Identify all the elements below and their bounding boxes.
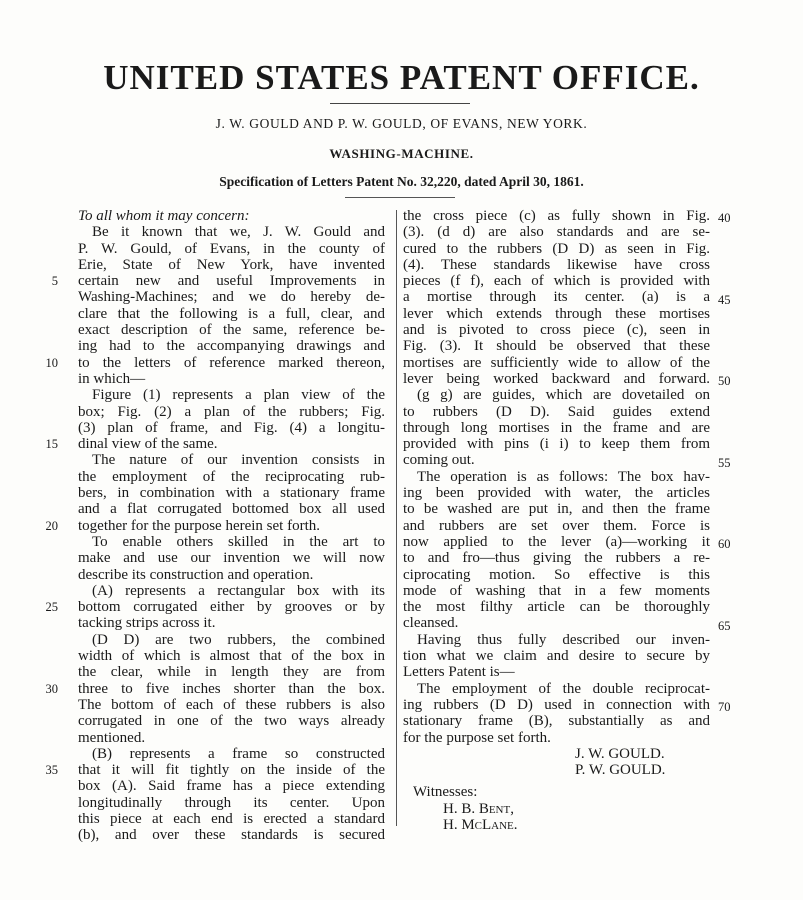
text-line: Erie, State of New York, have invented (78, 256, 385, 273)
line-number: 15 (45, 437, 58, 452)
text-line: ciprocating motion. So effective is this (403, 566, 710, 583)
text-line: make and use our invention we will now (78, 550, 385, 567)
line-number: 40 (718, 211, 731, 225)
text-line: the cross piece (c) as fully shown in Fig. (403, 208, 710, 224)
right-column (403, 208, 710, 833)
text-line: the clear, while in length they are from (78, 664, 385, 681)
text-line: Washing-Machines; and we do hereby de- (78, 289, 385, 306)
column-divider (396, 210, 397, 826)
text-line: together for the purpose herein set forth. (78, 517, 320, 534)
text-line: in which— (78, 370, 146, 387)
text-line: tion what we claim and desire to secure by (403, 648, 710, 665)
line-number: 55 (718, 455, 731, 470)
text-line: (B) represents a frame so constructed (92, 745, 385, 762)
text-line: exact description of the same, reference be- (78, 322, 385, 339)
text-line: through long mortises in the frame and are (403, 419, 710, 436)
specification-rule (345, 197, 455, 198)
text-line: The nature of our invention consists in (92, 452, 385, 469)
line-number: 20 (45, 518, 58, 533)
text-line: to the letters of reference marked thereon, (78, 354, 385, 371)
text-line: and rubbers are set over them. Force is (403, 517, 710, 534)
text-line: to be washed are put in, and then the frame (403, 501, 710, 518)
line-number: 10 (45, 355, 58, 370)
text-line: P. W. Gould, of Evans, in the county of (78, 240, 385, 257)
left-column (78, 208, 385, 844)
text-line: (A) represents a rectangular box with its (92, 582, 385, 599)
line-number: 35 (45, 763, 58, 778)
text-line: now applied to the lever (a)—working it (403, 533, 710, 550)
line-number: 70 (718, 700, 731, 714)
text-line: (3) plan of frame, and Fig. (4) a longitu- (78, 419, 385, 436)
line-number: 45 (718, 292, 731, 307)
text-line: The employment of the double reciprocat- (417, 680, 710, 697)
text-line: ing been provided with water, the articles (403, 485, 710, 502)
text-line: (g g) are guides, which are dovetailed on (417, 387, 710, 404)
text-line: mortises are sufficiently wide to allow of the (403, 354, 710, 371)
text-line: bers, in combination with a stationary frame (78, 485, 385, 502)
line-number: 5 (51, 274, 58, 289)
text-line: Be it known that we, J. W. Gould and (92, 224, 385, 241)
text-line: box (A). Said frame has a piece extending (78, 778, 385, 795)
text-line: (4). These standards likewise have cross (403, 256, 710, 273)
text-line: width of which is almost that of the box in (78, 648, 385, 665)
text-line: (b), and over these standards is secured (78, 827, 385, 844)
text-line: box; Fig. (2) a plan of the rubbers; Fig. (78, 403, 385, 420)
text-line: tacking strips across it. (78, 615, 216, 632)
text-line: To all whom it may concern: (78, 208, 250, 224)
text-line: this piece at each end is erected a standard (78, 810, 385, 827)
text-line: stationary frame (B), substantially as and (403, 713, 710, 730)
text-line: cleansed. (403, 615, 459, 632)
text-line: that it will fit tightly on the inside of the (78, 762, 385, 779)
text-line: to and fro—thus giving the rubbers a re- (403, 550, 710, 567)
text-line: (D D) are two rubbers, the combined (92, 631, 385, 648)
text-line: (3). (d d) are also standards and are se- (403, 224, 710, 241)
text-line: provided with pins (i i) to keep them from (403, 436, 710, 453)
text-line: The bottom of each of these rubbers is also (78, 696, 385, 713)
text-line: three to five inches shorter than the box. (78, 680, 385, 697)
signature: J. W. GOULD. (575, 745, 665, 762)
title-rule (330, 103, 470, 104)
text-line: pieces (f f), each of which is provided with (403, 273, 710, 290)
office-title: UNITED STATES PATENT OFFICE. (103, 58, 700, 97)
text-line: Fig. (3). It should be observed that these (403, 338, 710, 355)
line-number: 25 (45, 600, 58, 615)
text-line: bottom corrugated either by grooves or by (78, 599, 385, 616)
text-line: cured to the rubbers (D D) as seen in Fig. (403, 240, 710, 257)
text-line: clare that the following is a full, clear, and (78, 305, 385, 322)
text-line: longitudinally through its center. Upon (78, 794, 385, 811)
text-line: mode of washing that in a few moments (403, 582, 710, 599)
inventors-line: J. W. GOULD AND P. W. GOULD, OF EVANS, NEW YORK. (215, 116, 588, 131)
specification-line: Specification of Letters Patent No. 32,220, dated April 30, 1861. (219, 174, 584, 189)
line-number: 30 (45, 681, 58, 696)
text-line: corrugated in one of the two ways already (78, 713, 385, 730)
witnesses-label: Witnesses: (413, 784, 478, 801)
text-line: Having thus fully described our inven- (417, 631, 710, 648)
text-line: Letters Patent is— (403, 664, 515, 681)
text-line: ing rubbers (D D) used in connection with (403, 696, 710, 713)
line-number: 50 (718, 374, 731, 388)
invention-title: WASHING-MACHINE. (329, 146, 474, 161)
text-line: and is pivoted to cross piece (c), seen in (403, 322, 710, 339)
text-line: to rubbers (D D). Said guides extend (403, 403, 710, 420)
text-line: lever which extends through these mortises (403, 305, 710, 322)
text-line: for the purpose set forth. (403, 729, 551, 746)
line-number: 60 (718, 537, 731, 551)
text-line: certain new and useful Improvements in (78, 273, 385, 290)
text-line: mentioned. (78, 729, 146, 746)
text-line: the most filthy article can be thoroughly (403, 599, 710, 616)
text-line: The operation is as follows: The box hav- (417, 468, 710, 485)
text-line: a mortise through its center. (a) is a (403, 289, 710, 306)
text-line: the employment of the reciprocating rub- (78, 468, 385, 485)
text-line: and a flat corrugated bottomed box all used (78, 501, 385, 518)
text-line: Figure (1) represents a plan view of the (92, 387, 385, 404)
text-line: coming out. (403, 452, 475, 469)
witness-name: H. B. Bent, (443, 800, 514, 817)
signature: P. W. GOULD. (575, 762, 666, 779)
text-line: ing had to the accompanying drawings and (78, 338, 385, 355)
line-number: 65 (718, 618, 731, 633)
text-line: dinal view of the same. (78, 436, 218, 453)
text-line: describe its construction and operation. (78, 566, 314, 583)
text-line: lever being worked backward and forward. (403, 370, 710, 387)
witness-name: H. McLane. (443, 816, 518, 833)
text-line: To enable others skilled in the art to (92, 533, 385, 550)
